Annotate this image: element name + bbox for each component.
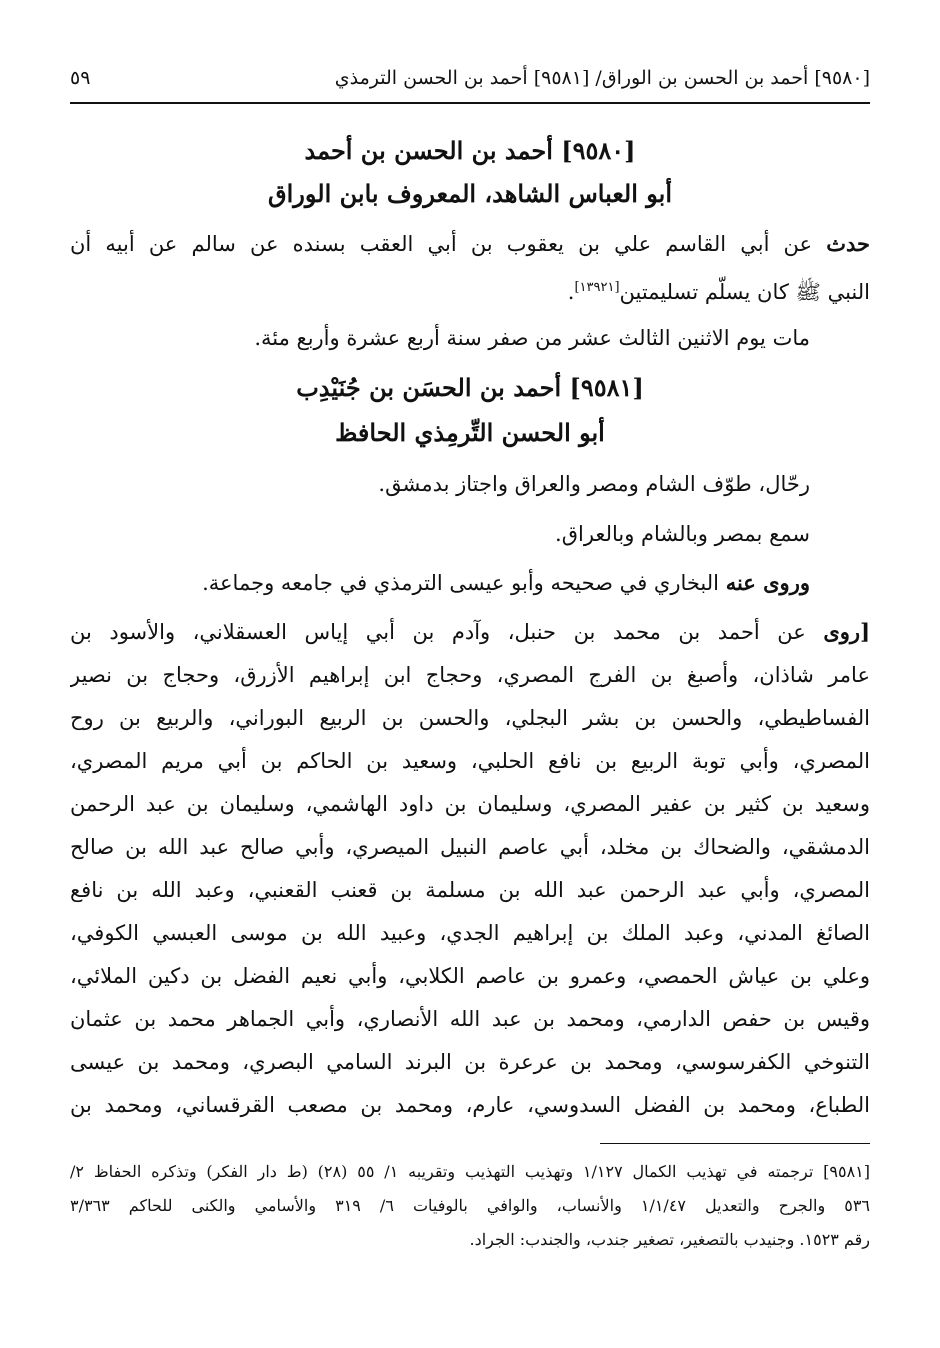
entry-9581-heard: سمع بمصر وبالشام وبالعراق.	[555, 522, 810, 546]
footnote-line-3: رقم ١٥٢٣. وجنيدب بالتصغير، تصغير جندب، والجندب: الجراد.	[469, 1230, 870, 1249]
narrators-text: البخاري في صحيحه وأبو عيسى الترمذي في جامعه وجماعة.	[202, 571, 726, 595]
hadith-text-cont: النبي ﷺ كان يسلّم تسليمتين	[619, 280, 870, 304]
rawa-line-5: وسعيد بن كثير بن عفير المصري، وسليمان بن داود الهاشمي، وسليمان بن عبد الرحمن	[70, 792, 870, 816]
entry-9580-hadith-line-2	[70, 270, 870, 310]
entry-9580-subheading: أبو العباس الشاهد، المعروف بابن الوراق	[268, 179, 672, 208]
page-number: ٥٩	[70, 67, 91, 89]
rawa-line-9: وعلي بن عياش الحمصي، وعمرو بن عاصم الكلابي، وأبي نعيم الفضل بن دكين الملائي،	[70, 964, 870, 988]
running-header	[70, 60, 870, 96]
entry-9581-subheading: أبو الحسن التِّرمِذي الحافظ	[335, 418, 605, 447]
entry-9581-heading: [٩٥٨١] أحمد بن الحسَن بن جُنَيْدِب	[296, 373, 644, 402]
rawa-keyword: [روى	[823, 619, 870, 644]
entry-9580-hadith-line-1	[70, 226, 870, 262]
rawa-line-3: الفساطيطي، والحسن بن بشر البجلي، والحسن بن الربيع البوراني، والربيع بن روح	[70, 706, 870, 730]
rawa-line-4: المصري، وأبي توبة الربيع بن نافع الحلبي، وسعيد بن الحاكم بن أبي مريم المصري،	[70, 749, 870, 773]
hadith-ref: [١٣٩٢١]	[574, 280, 620, 295]
footnote-line-1: [٩٥٨١] ترجمته في تهذيب الكمال ١/١٢٧ وتهذيب التهذيب وتقريبه ١/ ٥٥ (٢٨) (ط دار الفكر) وتذكره الحفاظ ٢/	[70, 1162, 870, 1181]
rawa-line-10: وقيس بن حفص الدارمي، ومحمد بن عبد الله الأنصاري، وأبي الجماهر محمد بن عثمان	[70, 1007, 870, 1031]
footnote-rule	[600, 1143, 870, 1144]
rawa-line-1	[70, 614, 870, 650]
footnote-line-2: ٥٣٦ والجرح والتعديل ١/١/٤٧ والأنساب، والوافي بالوفيات ٦/ ٣١٩ والأسامي والكنى للحاكم ٣/٣٦٣	[70, 1196, 870, 1215]
rawa-text: عن أحمد بن محمد بن حنبل، وآدم بن أبي إياس العسقلاني، والأسود بن	[70, 620, 824, 644]
running-title: [٩٥٨٠] أحمد بن الحسن بن الوراق/ [٩٥٨١] أحمد بن الحسن الترمذي	[334, 67, 870, 89]
rawa-line-8: الصائغ المدني، وعبد الملك بن إبراهيم الجدي، وعبيد الله بن موسى العبسي الكوفي،	[70, 921, 870, 945]
header-rule	[70, 102, 870, 104]
entry-9580-death: مات يوم الاثنين الثالث عشر من صفر سنة أربع عشرة وأربع مئة.	[254, 326, 810, 350]
hadith-text: عن أبي القاسم علي بن يعقوب بن أبي العقب بسنده عن سالم عن أبيه أن	[70, 232, 827, 256]
rawa-line-7: المصري، وأبي عبد الرحمن عبد الله بن مسلمة بن قعنب القعنبي، وعبد الله بن نافع	[70, 878, 870, 902]
entry-9580-heading: [٩٥٨٠] أحمد بن الحسن بن أحمد	[304, 136, 636, 165]
rawa-line-2: عامر شاذان، وأصبغ بن الفرج المصري، وحجاج ابن إبراهيم الأزرق، وحجاج بن نصير	[70, 663, 870, 687]
entry-9581-travels: رحّال، طوّف الشام ومصر والعراق واجتاز بدمشق.	[378, 472, 810, 496]
rawa-line-6: الدمشقي، والضحاك بن مخلد، أبي عاصم النبيل الميصري، وأبي صالح عبد الله بن صالح	[70, 835, 870, 859]
narrators-keyword: وروى عنه	[725, 570, 810, 595]
hadith-keyword: حدث	[826, 231, 870, 256]
entry-9581-narrators	[70, 565, 870, 601]
hadith-end: .	[567, 280, 575, 304]
rawa-line-12: الطباع، ومحمد بن الفضل السدوسي، عارم، ومحمد بن مصعب القرقساني، ومحمد بن	[70, 1093, 870, 1117]
rawa-line-11: التنوخي الكفرسوسي، ومحمد بن عرعرة بن البرند السامي البصري، ومحمد بن عيسى	[70, 1050, 870, 1074]
